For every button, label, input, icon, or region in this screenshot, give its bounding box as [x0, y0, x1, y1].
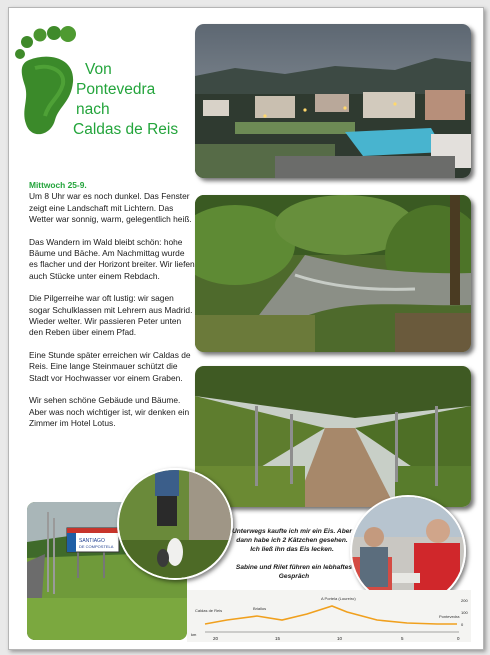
title-line: Pontevedra: [76, 81, 156, 98]
alt-tick: 0: [461, 622, 464, 627]
place-label: Briallos: [253, 606, 267, 611]
place-label: Pontevedra: [439, 614, 460, 619]
km-unit: km: [191, 632, 197, 637]
title-line: nach: [76, 101, 110, 118]
diary-paragraph: Eine Stunde später erreichen wir Caldas de Reis. Eine lange Steinmauer schützt die Stadt vor Hochwasser vor einem Graben.: [29, 349, 191, 383]
diary-paragraph: Das Wandern im Wald bleibt schön: hohe Bäume und Bäche. Am Nachmittag wurde es flacher und der Horizont breiter. Wir liefen auch Stücke unter einem Rebdach.: [29, 236, 195, 281]
caption-ice-cream: Unterwegs kaufte ich mir ein Eis. Aber dann habe ich 2 Kätzchen gesehen. Ich ließ ihn das Eis lecken.: [232, 528, 352, 553]
page-title: [73, 60, 178, 140]
photo-vine-path: [195, 366, 471, 507]
photo-town-dusk: [195, 24, 471, 178]
title-line: Caldas de Reis: [73, 121, 179, 138]
photo-kitten-circle: [117, 468, 233, 580]
km-tick: 5: [401, 636, 404, 641]
diary-paragraph: Um 8 Uhr war es noch dunkel. Das Fenster zeigt eine Landschaft mit Lichtern. Das Wetter war sonnig, warm, gelegentlich heiß.: [29, 191, 192, 225]
elevation-profile: [187, 590, 471, 642]
diary-date: Mittwoch 25-9.: [29, 180, 87, 190]
caption-conversation: Sabine und Rilet führen ein lebhaftes Gespräch: [235, 564, 353, 580]
photo-forest-stream: [195, 195, 471, 352]
alt-tick: 100: [461, 610, 468, 615]
place-label: Caldas de Reis: [195, 608, 223, 613]
km-tick: 0: [457, 636, 460, 641]
page: [8, 7, 484, 650]
km-tick: 10: [337, 636, 343, 641]
title-line: Von: [85, 61, 112, 78]
km-tick: 20: [213, 636, 219, 641]
diary-paragraph: Die Pilgerreihe war oft lustig: wir sagen sogar Schulklassen mit Lehrern aus Madrid. Wieder welter. Wir passieren Peter unten den Reben über einem Pfad.: [29, 293, 193, 338]
diary-paragraph: Wir sehen schöne Gebäude und Bäume. Aber was noch wichtiger ist, wir denken ein Zimmer im Hotel Lotus.: [29, 395, 190, 428]
km-tick: 15: [275, 636, 281, 641]
road-sign-line1: SANTIAGO: [79, 538, 105, 544]
road-sign-line2: DE COMPOSTELA: [79, 544, 114, 549]
diary-text: [29, 180, 195, 440]
place-label: A Portela (Loureiro): [321, 596, 356, 601]
alt-tick: 200: [461, 598, 468, 603]
